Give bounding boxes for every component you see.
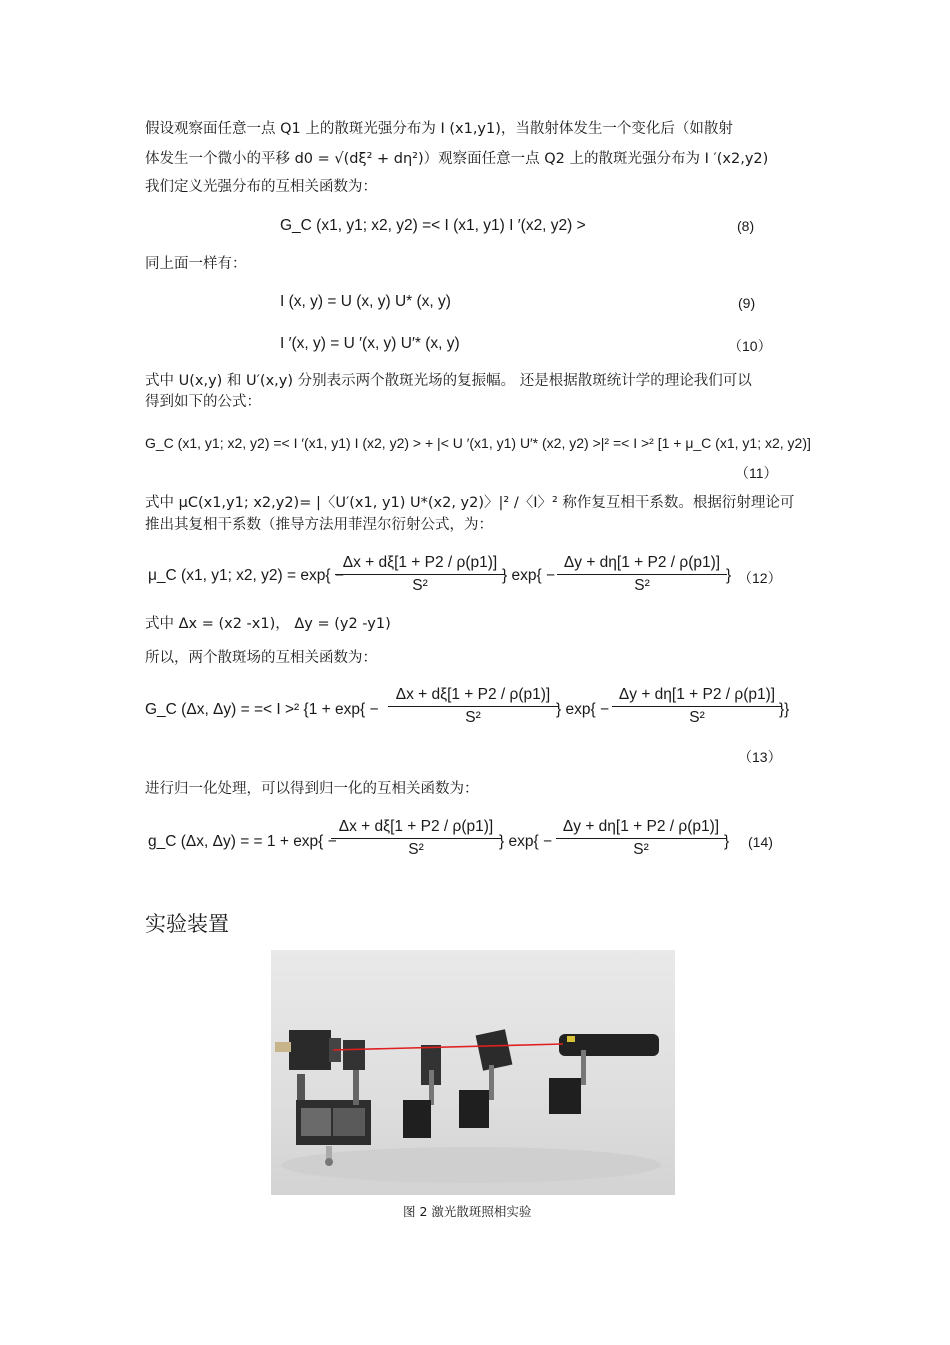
paragraph-line: 体发生一个微小的平移 d0 = √(dξ² + dη²)）观察面任意一点 Q2 上的散斑光强分布为 I ′(x2,y2) — [145, 151, 769, 167]
numerator: Δx + dξ[1 + P2 / ρ(p1)] — [335, 552, 505, 575]
fraction — [557, 552, 727, 597]
equation-number: （10） — [728, 338, 772, 354]
numerator: Δx + dξ[1 + P2 / ρ(p1)] — [388, 684, 558, 707]
equation-9: I (x, y) = U (x, y) U* (x, y) — [280, 293, 451, 310]
camera-icon — [275, 1030, 341, 1104]
denominator: S² — [465, 709, 481, 726]
fraction — [556, 816, 726, 861]
paragraph-line: 假设观察面任意一点 Q1 上的散斑光强分布为 I (x1,y1)，当散射体发生一个变化后（如散射 — [145, 121, 733, 137]
optical-mount-icon — [403, 1045, 441, 1138]
equation-13-lhs: G_C (Δx, Δy) = =< I >² {1 + exp{ − — [145, 701, 379, 718]
equation-14-lhs: g_C (Δx, Δy) = = 1 + exp{ − — [148, 833, 337, 850]
denominator: S² — [412, 577, 428, 594]
paragraph-line: 进行归一化处理，可以得到归一化的互相关函数为： — [145, 781, 479, 797]
denominator: S² — [633, 841, 649, 858]
figure-caption: 图 2 激光散斑照相实验 — [403, 1204, 532, 1219]
fraction — [335, 552, 505, 597]
equation-number: (8) — [737, 218, 755, 234]
fraction — [331, 816, 501, 861]
paragraph-line: 同上面一样有： — [145, 256, 247, 272]
paragraph-line: 式中 Δx = (x2 -x1)， Δy = (y2 -y1) — [145, 616, 391, 632]
equation-text: } exp{ − — [556, 701, 610, 718]
numerator: Δx + dξ[1 + P2 / ρ(p1)] — [331, 816, 501, 839]
numerator: Δy + dη[1 + P2 / ρ(p1)] — [556, 816, 726, 839]
equation-8: G_C (x1, y1; x2, y2) =< I (x1, y1) I ′(x2, y2) > — [280, 217, 586, 234]
equation-text: } exp{ − — [502, 567, 556, 584]
equation-number: （11） — [735, 465, 778, 481]
equation-number: （12） — [738, 570, 782, 586]
numerator: Δy + dη[1 + P2 / ρ(p1)] — [612, 684, 782, 707]
fraction — [388, 684, 558, 729]
numerator: Δy + dη[1 + P2 / ρ(p1)] — [557, 552, 727, 575]
denominator: S² — [689, 709, 705, 726]
apparatus-figure — [271, 950, 675, 1195]
section-title: 实验装置 — [145, 912, 229, 936]
equation-text: } — [726, 567, 732, 584]
paragraph-line: 式中 U(x,y) 和 U′(x,y) 分别表示两个散斑光场的复振幅。 还是根据散斑统计学的理论我们可以 — [145, 373, 752, 389]
paragraph-line: 我们定义光强分布的互相关函数为： — [145, 179, 377, 195]
denominator: S² — [634, 577, 650, 594]
paragraph-line: 推出其复相干系数（推导方法用菲涅尔衍射公式，为： — [145, 517, 493, 533]
laser-beam — [333, 1044, 563, 1050]
equation-12-lhs: μ_C (x1, y1; x2, y2) = exp{ − — [148, 567, 344, 584]
laser-icon — [549, 1034, 659, 1114]
equation-number: (14) — [748, 834, 773, 850]
paragraph-line: 得到如下的公式： — [145, 394, 261, 410]
paragraph-line: 式中 μC(x1,y1; x2,y2)= |〈U′(x1, y1) U*(x2, y2)〉|² /〈I〉² 称作复互相干系数。根据衍射理论可 — [145, 495, 795, 511]
equation-11: G_C (x1, y1; x2, y2) =< I ′(x1, y1) I (x2, y2) > + |< U ′(x1, y1) U′* (x2, y2) >|² =< I >² [1 + μ_C (x1, y1; x2, y2)] — [145, 435, 811, 451]
equation-10: I ′(x, y) = U ′(x, y) U′* (x, y) — [280, 335, 460, 352]
denominator: S² — [408, 841, 424, 858]
apparatus-illustration — [271, 950, 675, 1195]
equation-text: } exp{ − — [499, 833, 553, 850]
paragraph-line: 所以，两个散斑场的互相关函数为： — [145, 650, 377, 666]
table-shadow — [281, 1147, 661, 1183]
optical-mount-icon — [459, 1029, 512, 1128]
equation-number: （13） — [738, 749, 782, 765]
fraction — [612, 684, 782, 729]
equation-number: (9) — [738, 295, 756, 311]
equation-text: } — [724, 833, 730, 850]
equation-text: }} — [779, 701, 790, 718]
